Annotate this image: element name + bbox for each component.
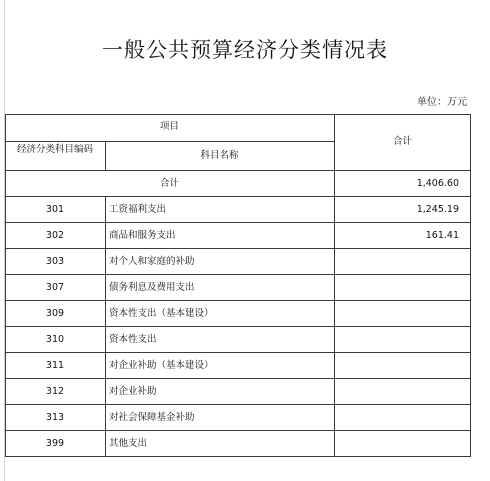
table-row-amount	[334, 438, 459, 452]
table-row-code: 302	[45, 230, 65, 241]
table-row-code: 313	[45, 412, 65, 423]
header-bottom-border	[5, 170, 471, 171]
table-row-code: 307	[45, 282, 65, 293]
table-right-border	[470, 114, 471, 457]
row-border	[5, 378, 471, 379]
total-row-label: 合计	[159, 178, 179, 189]
table-row-amount	[334, 386, 459, 400]
row-border	[5, 326, 471, 327]
table-row-amount	[334, 282, 459, 296]
table-row-name: 对社会保障基金补助	[109, 412, 195, 423]
row-border	[5, 222, 471, 223]
row-border	[5, 274, 471, 275]
table-row-name: 对企业补助（基本建设）	[109, 360, 214, 371]
table-row-name: 对企业补助	[109, 386, 157, 397]
table-row-code: 309	[45, 308, 65, 319]
row-border	[5, 300, 471, 301]
expenditure-table	[5, 114, 471, 458]
table-row-code: 310	[45, 334, 65, 345]
table-row-amount	[334, 308, 459, 322]
row-border	[5, 352, 471, 353]
table-row-name: 工资福利支出	[109, 204, 167, 215]
table-top-border	[5, 114, 471, 115]
table-row-amount: 1,245.19	[416, 204, 459, 215]
row-border	[5, 430, 471, 431]
table-row-name: 资本性支出	[109, 334, 157, 345]
header-code-label: 经济分类科目编码	[16, 144, 93, 155]
table-row-amount	[334, 412, 459, 426]
row-border	[5, 248, 471, 249]
total-row-border	[5, 196, 471, 197]
table-row-name: 对个人和家庭的补助	[109, 256, 195, 267]
header-split-line	[5, 141, 335, 142]
table-row-amount	[334, 334, 459, 348]
header-total-label: 合计	[392, 136, 412, 147]
code-column-border	[105, 196, 106, 457]
table-row-amount	[334, 256, 459, 270]
table-row-code: 311	[45, 360, 65, 371]
row-border	[5, 456, 471, 457]
row-border	[5, 404, 471, 405]
table-row-name: 债务利息及费用支出	[109, 282, 195, 293]
table-row-code: 301	[45, 204, 65, 215]
unit-label: 单位：万元	[417, 97, 467, 108]
table-row-name: 其他支出	[109, 438, 148, 449]
header-name-label: 科目名称	[200, 150, 239, 161]
table-row-amount: 161.41	[425, 230, 459, 241]
table-row-name: 资本性支出（基本建设）	[109, 308, 214, 319]
header-group-label: 项目	[159, 121, 179, 132]
page-title: 一般公共预算经济分类情况表	[102, 38, 388, 62]
table-row-code: 303	[45, 256, 65, 267]
table-row-code: 399	[45, 438, 65, 449]
table-row-name: 商品和服务支出	[109, 230, 176, 241]
table-row-amount	[334, 360, 459, 374]
total-row-value: 1,406.60	[416, 178, 459, 189]
table-row-code: 312	[45, 386, 65, 397]
